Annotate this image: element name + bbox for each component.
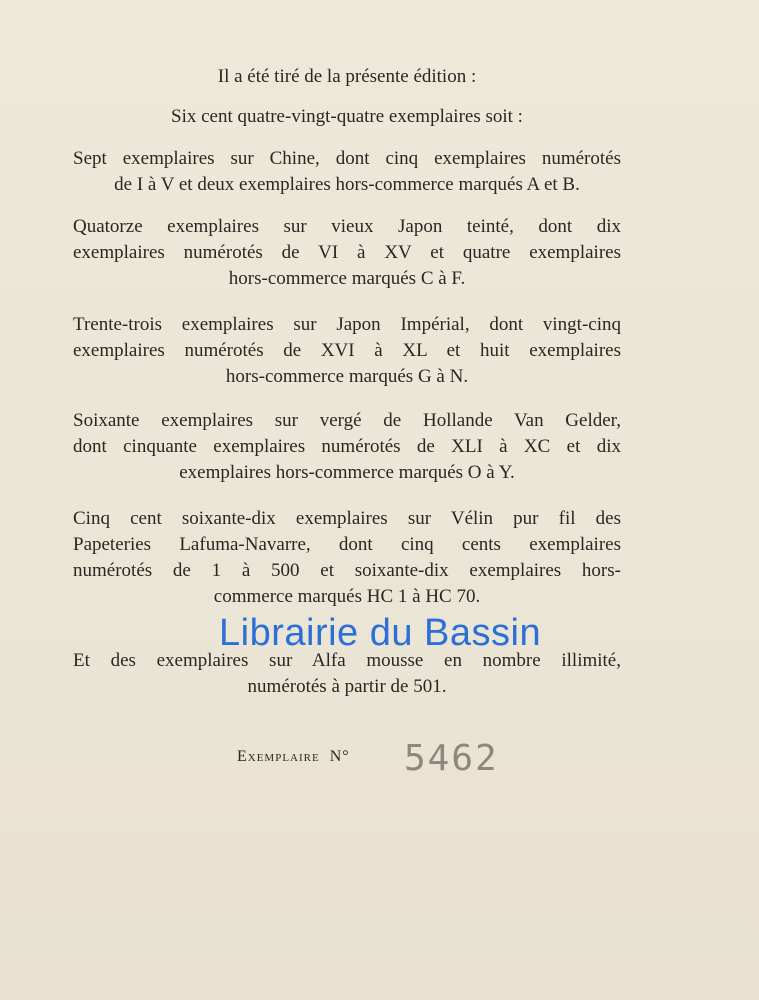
- intro-line: Il a été tiré de la présente édition :: [217, 66, 477, 87]
- paragraph-alfa: [73, 648, 621, 700]
- exemplaire-label: [237, 748, 350, 766]
- paragraph-line: numérotés de 1 à 500 et soixante-dix exemplaires hors-: [73, 560, 621, 581]
- paragraph-velin: [73, 506, 621, 610]
- paragraph-line: Quatorze exemplaires sur vieux Japon teinté, dont dix: [73, 216, 621, 237]
- paragraph-line: exemplaires numérotés de VI à XV et quatre exemplaires: [73, 242, 621, 263]
- paragraph-line: commerce marqués HC 1 à HC 70.: [213, 586, 481, 607]
- numero-sign: N°: [329, 748, 350, 765]
- paragraph-chine: [73, 146, 621, 198]
- paragraph-line: numérotés à partir de 501.: [247, 676, 447, 697]
- paragraph-line: hors-commerce marqués G à N.: [225, 366, 469, 387]
- paragraph-line: Cinq cent soixante-dix exemplaires sur Vélin pur fil des: [73, 508, 621, 529]
- paragraph-line: Sept exemplaires sur Chine, dont cinq exemplaires numérotés: [73, 148, 621, 169]
- bookseller-watermark: Librairie du Bassin: [219, 612, 542, 654]
- paragraph-line: exemplaires hors-commerce marqués O à Y.: [179, 462, 515, 483]
- paragraph-line: de I à V et deux exemplaires hors-commerce marqués A et B.: [114, 174, 580, 195]
- paragraph-line: hors-commerce marqués C à F.: [228, 268, 466, 289]
- paragraph-line: Trente-trois exemplaires sur Japon Impérial, dont vingt-cinq: [73, 314, 621, 335]
- paragraph-hollande: [73, 408, 621, 486]
- paragraph-line: exemplaires numérotés de XVI à XL et huit exemplaires: [73, 340, 621, 361]
- paragraph-line: Papeteries Lafuma-Navarre, dont cinq cents exemplaires: [73, 534, 621, 555]
- exemplaire-word: Exemplaire: [237, 748, 320, 765]
- paragraph-vieux-japon: [73, 214, 621, 292]
- total-line: Six cent quatre-vingt-quatre exemplaires soit :: [171, 106, 523, 127]
- paragraph-japon-imperial: [73, 312, 621, 390]
- paragraph-line: dont cinquante exemplaires numérotés de XLI à XC et dix: [73, 436, 621, 457]
- paragraph-line: Et des exemplaires sur Alfa mousse en nombre illimité,: [73, 650, 621, 671]
- paragraph-line: Soixante exemplaires sur vergé de Hollande Van Gelder,: [73, 410, 621, 431]
- exemplaire-number: 5462: [404, 738, 499, 779]
